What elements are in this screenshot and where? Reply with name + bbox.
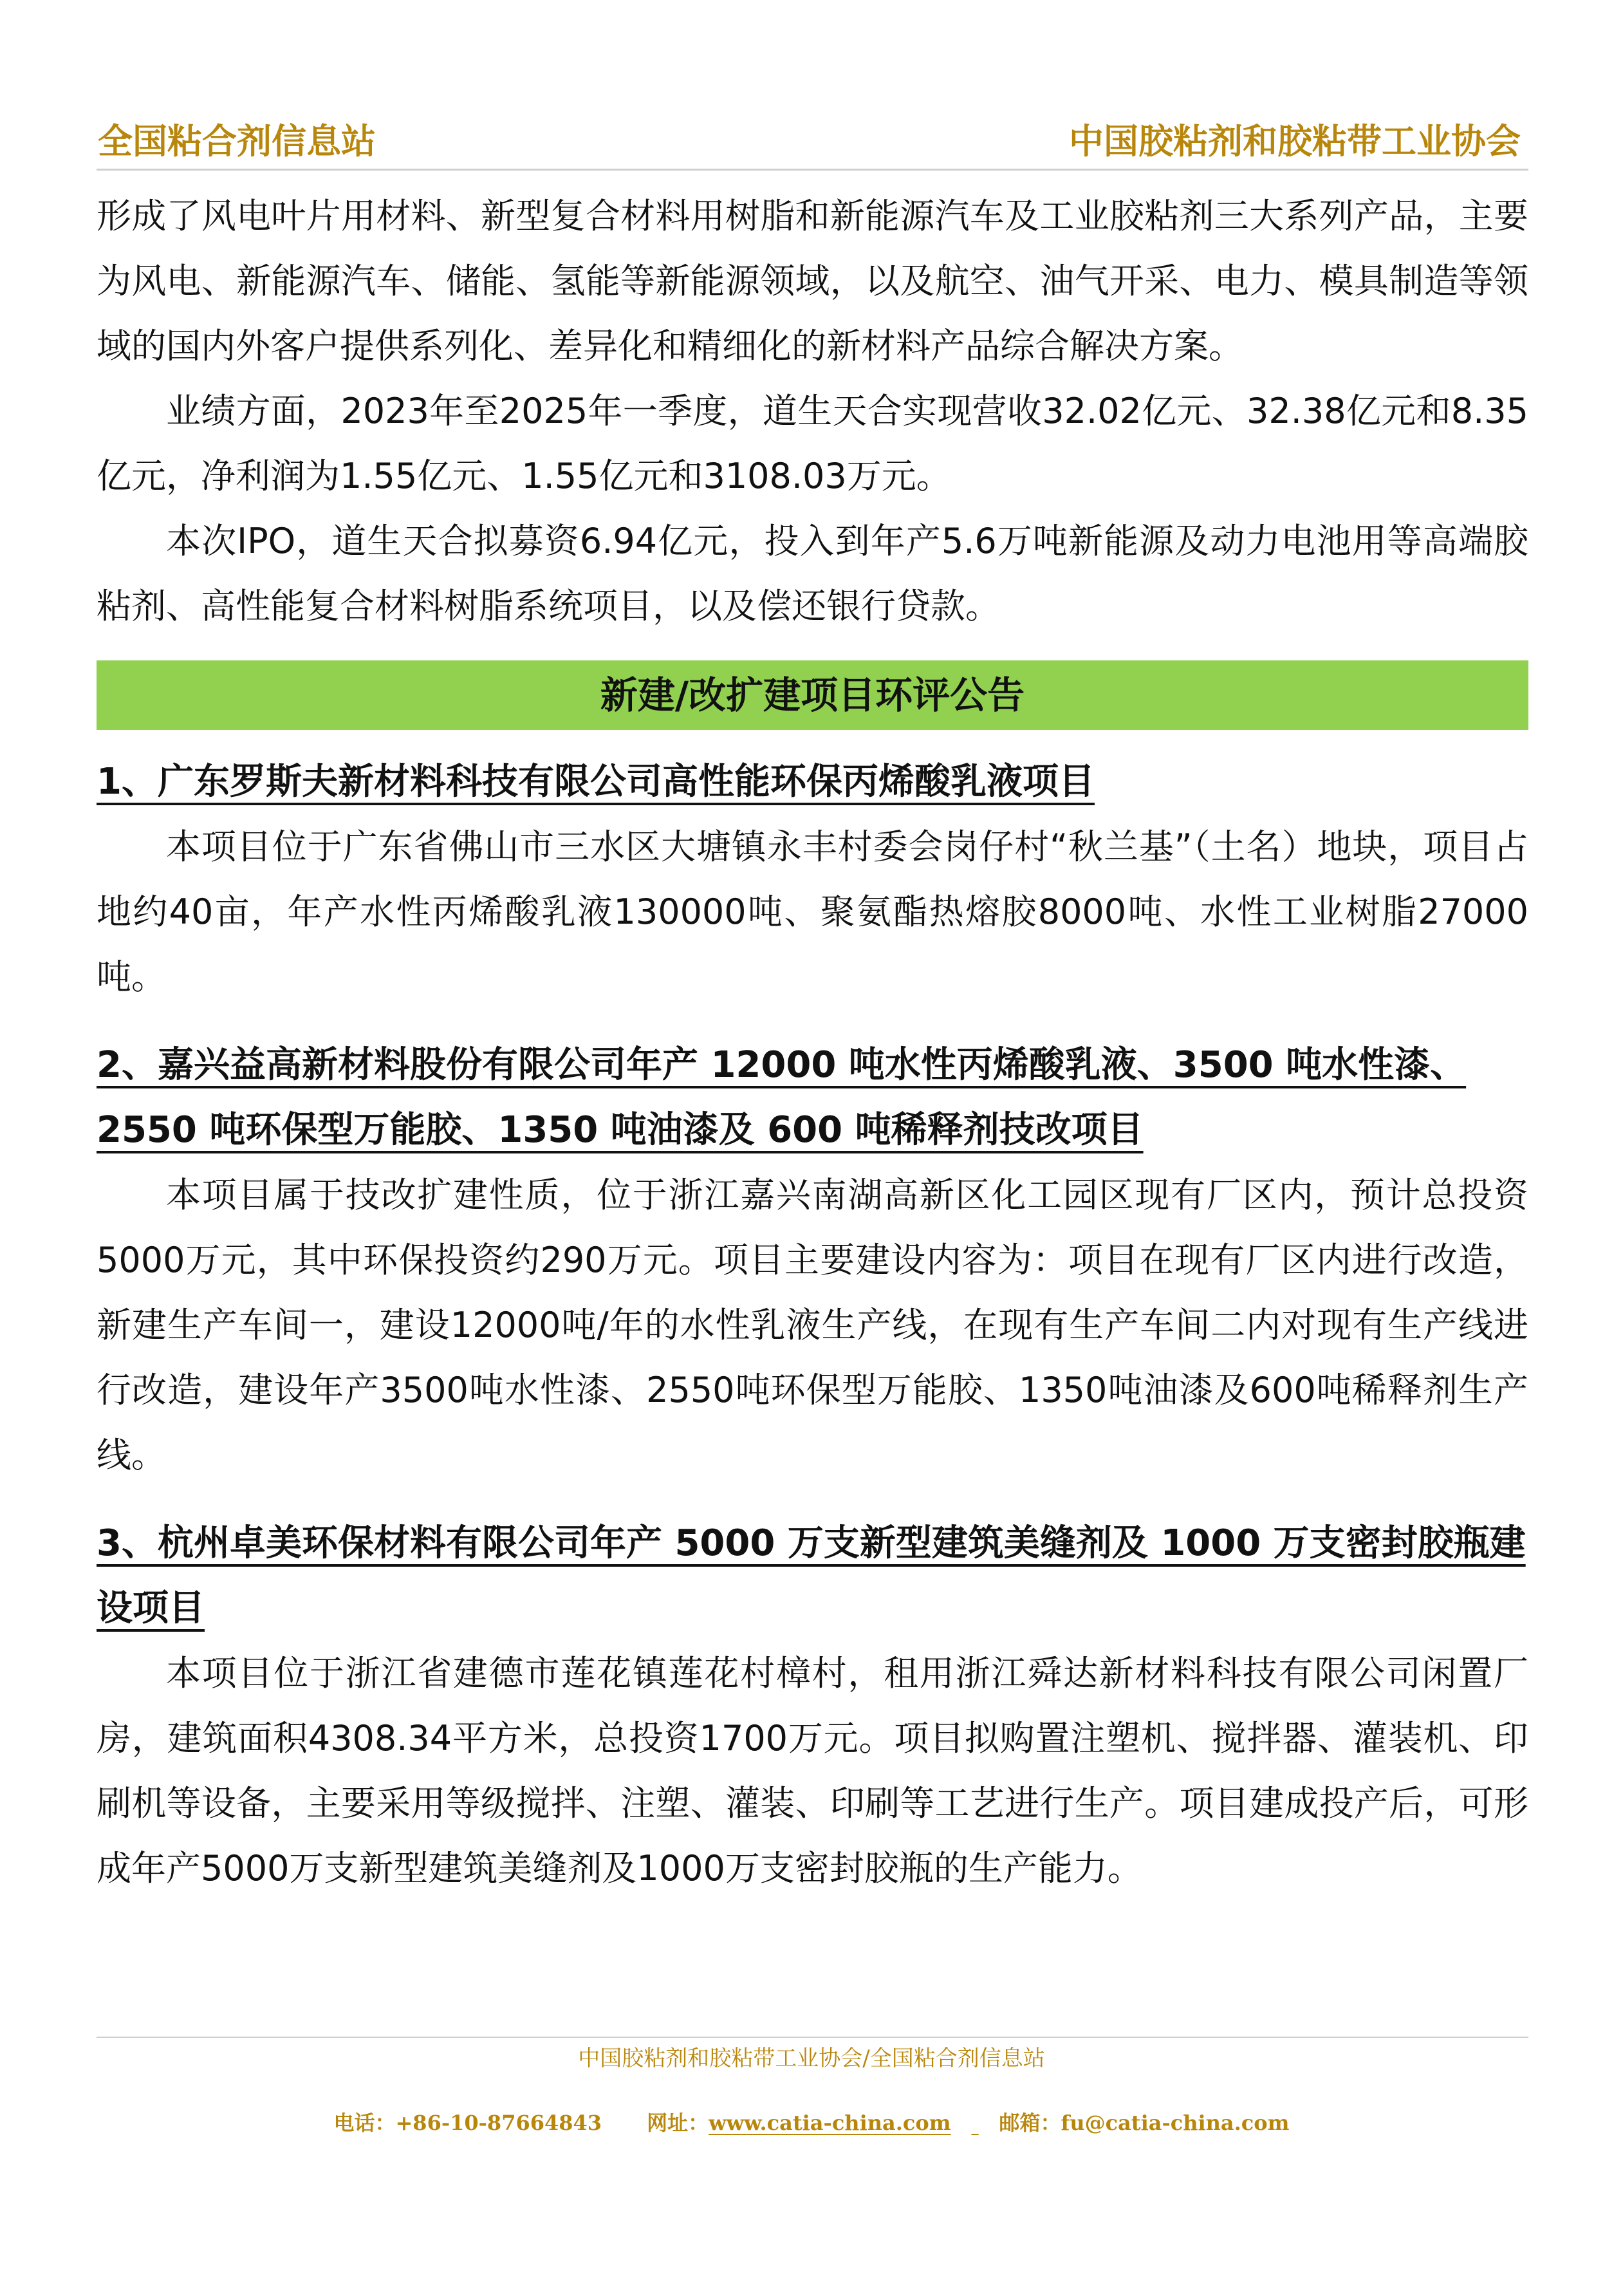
footer-contact bbox=[0, 2104, 1623, 2142]
item-1-body: 本项目位于广东省佛山市三水区大塘镇永丰村委会岗仔村“秋兰基”（土名）地块，项目占地约40亩，年产水性丙烯酸乳液130000吨、聚氨酯热熔胶8000吨、水性工业树脂27000吨。 bbox=[97, 826, 1528, 997]
item-3-body: 本项目位于浙江省建德市莲花镇莲花村樟村，租用浙江舜达新材料科技有限公司闲置厂房，建筑面积4308.34平方米，总投资1700万元。项目拟购置注塑机、搅拌器、灌装机、印刷机等设备，主要采用等级搅拌、注塑、灌装、印刷等工艺进行生产。项目建成投产后，可形成年产5000万支新型建筑美缝剂及1000万支密封胶瓶的生产能力。 bbox=[97, 1653, 1528, 1889]
footer-email[interactable]: 邮箱：fu@catia-china.com bbox=[999, 2111, 1290, 2135]
footer-organization: 中国胶粘剂和胶粘带工业协会/全国粘合剂信息站 bbox=[578, 2046, 1045, 2071]
footer-link-underline bbox=[951, 2104, 999, 2142]
intro-paragraph-1: 形成了风电叶片用材料、新型复合材料用树脂和新能源汽车及工业胶粘剂三大系列产品，主要为风电、新能源汽车、储能、氢能等新能源领域，以及航空、油气开采、电力、模具制造等领域的国内外客户提供系列化、差异化和精细化的新材料产品综合解决方案。 bbox=[97, 196, 1528, 366]
footer-website-link[interactable]: www.catia-china.com bbox=[709, 2111, 951, 2135]
page-header bbox=[97, 116, 1528, 171]
footer-phone: 电话：+86-10-87664843 bbox=[333, 2111, 602, 2135]
item-3-title: 3、杭州卓美环保材料有限公司年产 5000 万支新型建筑美缝剂及 1000 万支密封胶瓶建设项目 bbox=[97, 1522, 1526, 1629]
header-site-name: 全国粘合剂信息站 bbox=[98, 121, 376, 162]
item-2-body: 本项目属于技改扩建性质，位于浙江嘉兴南湖高新区化工园区现有厂区内，预计总投资5000万元，其中环保投资约290万元。项目主要建设内容为：项目在现有厂区内进行改造，新建生产车间一，建设12000吨/年的水性乳液生产线，在现有生产车间二内对现有生产线进行改造，建设年产3500吨水性漆、2550吨环保型万能胶、1350吨油漆及600吨稀释剂生产线。 bbox=[97, 1175, 1528, 1475]
document-body bbox=[97, 183, 1528, 1901]
footer-web-label: 网址： bbox=[647, 2111, 709, 2135]
section-banner: 新建/改扩建项目环评公告 bbox=[97, 660, 1528, 730]
item-2-title: 2、嘉兴益高新材料股份有限公司年产 12000 吨水性丙烯酸乳液、3500 吨水性漆、2550 吨环保型万能胶、1350 吨油漆及 600 吨稀释剂技改项目 bbox=[97, 1044, 1467, 1151]
item-1-title: 1、广东罗斯夫新材料科技有限公司高性能环保丙烯酸乳液项目 bbox=[97, 761, 1095, 803]
footer-divider bbox=[97, 2037, 1528, 2038]
header-association-name: 中国胶粘剂和胶粘带工业协会 bbox=[1069, 121, 1521, 162]
intro-paragraph-2: 业绩方面，2023年至2025年一季度，道生天合实现营收32.02亿元、32.38亿元和8.35亿元，净利润为1.55亿元、1.55亿元和3108.03万元。 bbox=[97, 391, 1528, 496]
intro-paragraph-3: 本次IPO，道生天合拟募资6.94亿元，投入到年产5.6万吨新能源及动力电池用等高端胶粘剂、高性能复合材料树脂系统项目，以及偿还银行贷款。 bbox=[97, 521, 1528, 626]
